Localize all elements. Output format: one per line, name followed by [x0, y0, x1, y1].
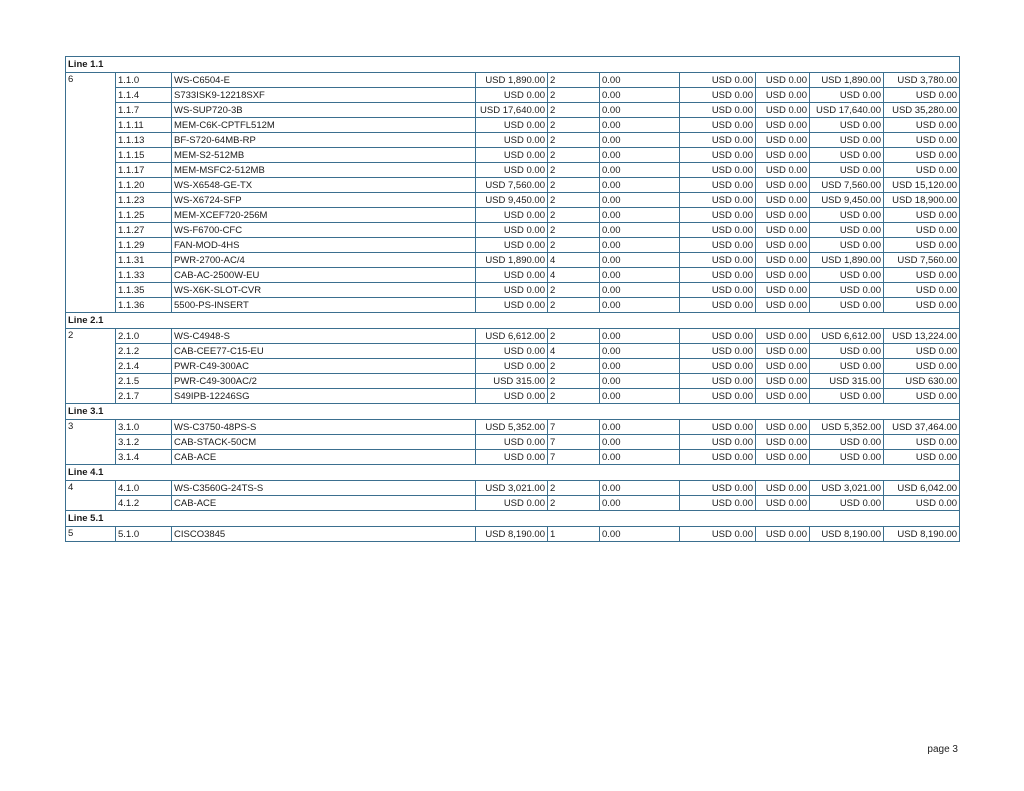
table-row	[66, 420, 960, 435]
unit-price-cell: USD 0.00	[476, 238, 548, 253]
table-row	[66, 88, 960, 103]
net-discount-cell: USD 0.00	[756, 148, 810, 163]
line-number-cell: 1.1.15	[116, 148, 172, 163]
extended-price-cell: USD 0.00	[884, 268, 960, 283]
net-discount-cell: USD 0.00	[756, 374, 810, 389]
unit-price-cell: USD 0.00	[476, 223, 548, 238]
discount-cell: 0.00	[600, 420, 680, 435]
discount-amount-cell: USD 0.00	[680, 450, 756, 465]
discount-amount-cell: USD 0.00	[680, 329, 756, 344]
quantity-cell: 2	[548, 481, 600, 496]
net-unit-price-cell: USD 1,890.00	[810, 253, 884, 268]
net-discount-cell: USD 0.00	[756, 481, 810, 496]
table-row	[66, 118, 960, 133]
quantity-cell: 2	[548, 298, 600, 313]
quantity-cell: 2	[548, 73, 600, 88]
table-row	[66, 374, 960, 389]
net-unit-price-cell: USD 0.00	[810, 359, 884, 374]
group-header-row	[66, 313, 960, 329]
unit-price-cell: USD 9,450.00	[476, 193, 548, 208]
part-number-cell: WS-X6548-GE-TX	[172, 178, 476, 193]
part-number-cell: MEM-C6K-CPTFL512M	[172, 118, 476, 133]
table-row	[66, 298, 960, 313]
discount-amount-cell: USD 0.00	[680, 359, 756, 374]
quantity-cell: 2	[548, 148, 600, 163]
line-number-cell: 1.1.27	[116, 223, 172, 238]
quantity-cell: 2	[548, 496, 600, 511]
table-row	[66, 344, 960, 359]
discount-cell: 0.00	[600, 329, 680, 344]
line-number-cell: 2.1.2	[116, 344, 172, 359]
part-number-cell: WS-X6724-SFP	[172, 193, 476, 208]
discount-cell: 0.00	[600, 496, 680, 511]
net-unit-price-cell: USD 17,640.00	[810, 103, 884, 118]
unit-price-cell: USD 8,190.00	[476, 527, 548, 542]
net-discount-cell: USD 0.00	[756, 223, 810, 238]
quantity-cell: 4	[548, 344, 600, 359]
net-unit-price-cell: USD 7,560.00	[810, 178, 884, 193]
group-header-row	[66, 57, 960, 73]
discount-amount-cell: USD 0.00	[680, 223, 756, 238]
part-number-cell: WS-C6504-E	[172, 73, 476, 88]
net-discount-cell: USD 0.00	[756, 133, 810, 148]
quantity-cell: 2	[548, 118, 600, 133]
net-unit-price-cell: USD 0.00	[810, 435, 884, 450]
part-number-cell: WS-X6K-SLOT-CVR	[172, 283, 476, 298]
line-number-cell: 1.1.35	[116, 283, 172, 298]
quantity-cell: 2	[548, 374, 600, 389]
net-discount-cell: USD 0.00	[756, 359, 810, 374]
line-number-cell: 1.1.4	[116, 88, 172, 103]
discount-amount-cell: USD 0.00	[680, 389, 756, 404]
discount-amount-cell: USD 0.00	[680, 496, 756, 511]
extended-price-cell: USD 37,464.00	[884, 420, 960, 435]
discount-cell: 0.00	[600, 103, 680, 118]
discount-cell: 0.00	[600, 344, 680, 359]
quantity-cell: 7	[548, 435, 600, 450]
part-number-cell: WS-C3750-48PS-S	[172, 420, 476, 435]
net-discount-cell: USD 0.00	[756, 329, 810, 344]
table-row	[66, 435, 960, 450]
part-number-cell: CAB-ACE	[172, 496, 476, 511]
unit-price-cell: USD 0.00	[476, 359, 548, 374]
unit-price-cell: USD 0.00	[476, 268, 548, 283]
line-number-cell: 1.1.29	[116, 238, 172, 253]
net-unit-price-cell: USD 5,352.00	[810, 420, 884, 435]
line-number-cell: 2.1.7	[116, 389, 172, 404]
net-discount-cell: USD 0.00	[756, 73, 810, 88]
quantity-cell: 2	[548, 178, 600, 193]
net-discount-cell: USD 0.00	[756, 283, 810, 298]
part-number-cell: MEM-MSFC2-512MB	[172, 163, 476, 178]
unit-price-cell: USD 0.00	[476, 88, 548, 103]
line-number-cell: 1.1.0	[116, 73, 172, 88]
unit-price-cell: USD 0.00	[476, 496, 548, 511]
part-number-cell: WS-SUP720-3B	[172, 103, 476, 118]
extended-price-cell: USD 0.00	[884, 118, 960, 133]
quantity-cell: 2	[548, 163, 600, 178]
net-unit-price-cell: USD 0.00	[810, 268, 884, 283]
discount-amount-cell: USD 0.00	[680, 374, 756, 389]
extended-price-cell: USD 0.00	[884, 435, 960, 450]
item-number-cell: 2	[66, 329, 116, 404]
net-discount-cell: USD 0.00	[756, 208, 810, 223]
table-row	[66, 178, 960, 193]
net-unit-price-cell: USD 0.00	[810, 163, 884, 178]
discount-cell: 0.00	[600, 88, 680, 103]
net-discount-cell: USD 0.00	[756, 253, 810, 268]
quantity-cell: 2	[548, 103, 600, 118]
table-row	[66, 253, 960, 268]
net-discount-cell: USD 0.00	[756, 344, 810, 359]
table-row	[66, 73, 960, 88]
table-row	[66, 133, 960, 148]
line-number-cell: 2.1.0	[116, 329, 172, 344]
discount-amount-cell: USD 0.00	[680, 298, 756, 313]
discount-cell: 0.00	[600, 481, 680, 496]
unit-price-cell: USD 0.00	[476, 450, 548, 465]
extended-price-cell: USD 3,780.00	[884, 73, 960, 88]
unit-price-cell: USD 0.00	[476, 163, 548, 178]
discount-cell: 0.00	[600, 298, 680, 313]
table-row	[66, 148, 960, 163]
line-number-cell: 1.1.13	[116, 133, 172, 148]
extended-price-cell: USD 630.00	[884, 374, 960, 389]
unit-price-cell: USD 7,560.00	[476, 178, 548, 193]
extended-price-cell: USD 18,900.00	[884, 193, 960, 208]
net-discount-cell: USD 0.00	[756, 435, 810, 450]
quantity-cell: 2	[548, 283, 600, 298]
discount-cell: 0.00	[600, 268, 680, 283]
discount-amount-cell: USD 0.00	[680, 88, 756, 103]
table-row	[66, 103, 960, 118]
group-header-label: Line 3.1	[66, 404, 960, 420]
discount-amount-cell: USD 0.00	[680, 103, 756, 118]
extended-price-cell: USD 35,280.00	[884, 103, 960, 118]
quantity-cell: 1	[548, 527, 600, 542]
group-header-label: Line 1.1	[66, 57, 960, 73]
quantity-cell: 4	[548, 268, 600, 283]
net-discount-cell: USD 0.00	[756, 496, 810, 511]
discount-amount-cell: USD 0.00	[680, 253, 756, 268]
net-unit-price-cell: USD 0.00	[810, 298, 884, 313]
net-unit-price-cell: USD 6,612.00	[810, 329, 884, 344]
line-number-cell: 5.1.0	[116, 527, 172, 542]
part-number-cell: S733ISK9-12218SXF	[172, 88, 476, 103]
line-number-cell: 2.1.5	[116, 374, 172, 389]
discount-cell: 0.00	[600, 223, 680, 238]
net-discount-cell: USD 0.00	[756, 178, 810, 193]
unit-price-cell: USD 0.00	[476, 298, 548, 313]
line-number-cell: 3.1.4	[116, 450, 172, 465]
table-row	[66, 283, 960, 298]
line-number-cell: 1.1.25	[116, 208, 172, 223]
net-unit-price-cell: USD 1,890.00	[810, 73, 884, 88]
part-number-cell: 5500-PS-INSERT	[172, 298, 476, 313]
net-discount-cell: USD 0.00	[756, 420, 810, 435]
line-number-cell: 1.1.33	[116, 268, 172, 283]
discount-cell: 0.00	[600, 133, 680, 148]
net-unit-price-cell: USD 0.00	[810, 496, 884, 511]
part-number-cell: WS-C4948-S	[172, 329, 476, 344]
discount-amount-cell: USD 0.00	[680, 118, 756, 133]
discount-amount-cell: USD 0.00	[680, 481, 756, 496]
table-row	[66, 527, 960, 542]
line-number-cell: 1.1.17	[116, 163, 172, 178]
extended-price-cell: USD 6,042.00	[884, 481, 960, 496]
page-number: page 3	[927, 744, 958, 755]
extended-price-cell: USD 0.00	[884, 359, 960, 374]
line-number-cell: 3.1.0	[116, 420, 172, 435]
discount-cell: 0.00	[600, 178, 680, 193]
discount-amount-cell: USD 0.00	[680, 163, 756, 178]
line-number-cell: 4.1.0	[116, 481, 172, 496]
quote-line-items-table	[65, 56, 960, 542]
discount-cell: 0.00	[600, 208, 680, 223]
group-header-label: Line 5.1	[66, 511, 960, 527]
table-row	[66, 163, 960, 178]
discount-amount-cell: USD 0.00	[680, 435, 756, 450]
table-row	[66, 496, 960, 511]
discount-amount-cell: USD 0.00	[680, 148, 756, 163]
line-number-cell: 2.1.4	[116, 359, 172, 374]
unit-price-cell: USD 0.00	[476, 283, 548, 298]
unit-price-cell: USD 0.00	[476, 389, 548, 404]
unit-price-cell: USD 0.00	[476, 344, 548, 359]
quantity-cell: 2	[548, 133, 600, 148]
unit-price-cell: USD 1,890.00	[476, 253, 548, 268]
part-number-cell: FAN-MOD-4HS	[172, 238, 476, 253]
part-number-cell: PWR-2700-AC/4	[172, 253, 476, 268]
part-number-cell: PWR-C49-300AC	[172, 359, 476, 374]
discount-amount-cell: USD 0.00	[680, 238, 756, 253]
quantity-cell: 2	[548, 329, 600, 344]
table-row	[66, 450, 960, 465]
net-unit-price-cell: USD 0.00	[810, 88, 884, 103]
table-row	[66, 238, 960, 253]
table-body	[66, 57, 960, 542]
item-number-cell: 5	[66, 527, 116, 542]
unit-price-cell: USD 1,890.00	[476, 73, 548, 88]
quantity-cell: 2	[548, 193, 600, 208]
quantity-cell: 2	[548, 359, 600, 374]
extended-price-cell: USD 0.00	[884, 133, 960, 148]
group-header-row	[66, 404, 960, 420]
discount-cell: 0.00	[600, 118, 680, 133]
line-number-cell: 4.1.2	[116, 496, 172, 511]
line-number-cell: 1.1.31	[116, 253, 172, 268]
extended-price-cell: USD 7,560.00	[884, 253, 960, 268]
unit-price-cell: USD 0.00	[476, 208, 548, 223]
unit-price-cell: USD 315.00	[476, 374, 548, 389]
quantity-cell: 2	[548, 208, 600, 223]
discount-amount-cell: USD 0.00	[680, 527, 756, 542]
unit-price-cell: USD 3,021.00	[476, 481, 548, 496]
table-row	[66, 208, 960, 223]
part-number-cell: CAB-ACE	[172, 450, 476, 465]
group-header-row	[66, 511, 960, 527]
discount-cell: 0.00	[600, 253, 680, 268]
net-unit-price-cell: USD 3,021.00	[810, 481, 884, 496]
item-number-cell: 3	[66, 420, 116, 465]
extended-price-cell: USD 15,120.00	[884, 178, 960, 193]
unit-price-cell: USD 0.00	[476, 148, 548, 163]
table-row	[66, 359, 960, 374]
discount-cell: 0.00	[600, 73, 680, 88]
net-unit-price-cell: USD 0.00	[810, 133, 884, 148]
net-discount-cell: USD 0.00	[756, 238, 810, 253]
quantity-cell: 2	[548, 88, 600, 103]
discount-amount-cell: USD 0.00	[680, 133, 756, 148]
item-number-cell: 4	[66, 481, 116, 511]
discount-amount-cell: USD 0.00	[680, 268, 756, 283]
part-number-cell: MEM-XCEF720-256M	[172, 208, 476, 223]
table-row	[66, 193, 960, 208]
net-unit-price-cell: USD 0.00	[810, 389, 884, 404]
net-unit-price-cell: USD 0.00	[810, 450, 884, 465]
group-header-label: Line 2.1	[66, 313, 960, 329]
quantity-cell: 7	[548, 420, 600, 435]
part-number-cell: CAB-STACK-50CM	[172, 435, 476, 450]
net-discount-cell: USD 0.00	[756, 268, 810, 283]
net-discount-cell: USD 0.00	[756, 527, 810, 542]
table-row	[66, 268, 960, 283]
extended-price-cell: USD 0.00	[884, 450, 960, 465]
table-row	[66, 389, 960, 404]
net-discount-cell: USD 0.00	[756, 193, 810, 208]
net-unit-price-cell: USD 0.00	[810, 344, 884, 359]
line-number-cell: 1.1.11	[116, 118, 172, 133]
quantity-cell: 2	[548, 238, 600, 253]
extended-price-cell: USD 0.00	[884, 238, 960, 253]
part-number-cell: PWR-C49-300AC/2	[172, 374, 476, 389]
unit-price-cell: USD 6,612.00	[476, 329, 548, 344]
discount-amount-cell: USD 0.00	[680, 73, 756, 88]
unit-price-cell: USD 5,352.00	[476, 420, 548, 435]
discount-cell: 0.00	[600, 389, 680, 404]
discount-cell: 0.00	[600, 163, 680, 178]
part-number-cell: CAB-CEE77-C15-EU	[172, 344, 476, 359]
discount-cell: 0.00	[600, 359, 680, 374]
net-unit-price-cell: USD 0.00	[810, 118, 884, 133]
net-discount-cell: USD 0.00	[756, 298, 810, 313]
net-unit-price-cell: USD 0.00	[810, 283, 884, 298]
discount-cell: 0.00	[600, 374, 680, 389]
table-row	[66, 329, 960, 344]
table-row	[66, 481, 960, 496]
discount-cell: 0.00	[600, 238, 680, 253]
extended-price-cell: USD 0.00	[884, 298, 960, 313]
net-discount-cell: USD 0.00	[756, 118, 810, 133]
unit-price-cell: USD 0.00	[476, 435, 548, 450]
discount-amount-cell: USD 0.00	[680, 344, 756, 359]
net-unit-price-cell: USD 0.00	[810, 223, 884, 238]
extended-price-cell: USD 0.00	[884, 88, 960, 103]
discount-cell: 0.00	[600, 193, 680, 208]
quantity-cell: 2	[548, 223, 600, 238]
discount-cell: 0.00	[600, 283, 680, 298]
net-unit-price-cell: USD 0.00	[810, 148, 884, 163]
part-number-cell: CAB-AC-2500W-EU	[172, 268, 476, 283]
extended-price-cell: USD 0.00	[884, 389, 960, 404]
discount-cell: 0.00	[600, 450, 680, 465]
extended-price-cell: USD 0.00	[884, 223, 960, 238]
discount-amount-cell: USD 0.00	[680, 283, 756, 298]
discount-cell: 0.00	[600, 527, 680, 542]
quantity-cell: 4	[548, 253, 600, 268]
extended-price-cell: USD 0.00	[884, 163, 960, 178]
extended-price-cell: USD 13,224.00	[884, 329, 960, 344]
part-number-cell: CISCO3845	[172, 527, 476, 542]
line-number-cell: 1.1.7	[116, 103, 172, 118]
unit-price-cell: USD 17,640.00	[476, 103, 548, 118]
discount-cell: 0.00	[600, 435, 680, 450]
net-unit-price-cell: USD 0.00	[810, 238, 884, 253]
quantity-cell: 2	[548, 389, 600, 404]
extended-price-cell: USD 8,190.00	[884, 527, 960, 542]
extended-price-cell: USD 0.00	[884, 496, 960, 511]
discount-amount-cell: USD 0.00	[680, 193, 756, 208]
extended-price-cell: USD 0.00	[884, 208, 960, 223]
extended-price-cell: USD 0.00	[884, 283, 960, 298]
line-number-cell: 3.1.2	[116, 435, 172, 450]
net-unit-price-cell: USD 9,450.00	[810, 193, 884, 208]
net-unit-price-cell: USD 0.00	[810, 208, 884, 223]
extended-price-cell: USD 0.00	[884, 344, 960, 359]
item-number-cell: 6	[66, 73, 116, 313]
discount-amount-cell: USD 0.00	[680, 420, 756, 435]
net-discount-cell: USD 0.00	[756, 103, 810, 118]
part-number-cell: WS-F6700-CFC	[172, 223, 476, 238]
line-number-cell: 1.1.20	[116, 178, 172, 193]
unit-price-cell: USD 0.00	[476, 118, 548, 133]
unit-price-cell: USD 0.00	[476, 133, 548, 148]
net-unit-price-cell: USD 8,190.00	[810, 527, 884, 542]
part-number-cell: WS-C3560G-24TS-S	[172, 481, 476, 496]
table-row	[66, 223, 960, 238]
net-discount-cell: USD 0.00	[756, 163, 810, 178]
net-discount-cell: USD 0.00	[756, 88, 810, 103]
extended-price-cell: USD 0.00	[884, 148, 960, 163]
part-number-cell: S49IPB-12246SG	[172, 389, 476, 404]
discount-cell: 0.00	[600, 148, 680, 163]
net-discount-cell: USD 0.00	[756, 450, 810, 465]
group-header-row	[66, 465, 960, 481]
part-number-cell: MEM-S2-512MB	[172, 148, 476, 163]
group-header-label: Line 4.1	[66, 465, 960, 481]
net-discount-cell: USD 0.00	[756, 389, 810, 404]
net-unit-price-cell: USD 315.00	[810, 374, 884, 389]
quantity-cell: 7	[548, 450, 600, 465]
line-number-cell: 1.1.23	[116, 193, 172, 208]
part-number-cell: BF-S720-64MB-RP	[172, 133, 476, 148]
discount-amount-cell: USD 0.00	[680, 178, 756, 193]
discount-amount-cell: USD 0.00	[680, 208, 756, 223]
line-number-cell: 1.1.36	[116, 298, 172, 313]
